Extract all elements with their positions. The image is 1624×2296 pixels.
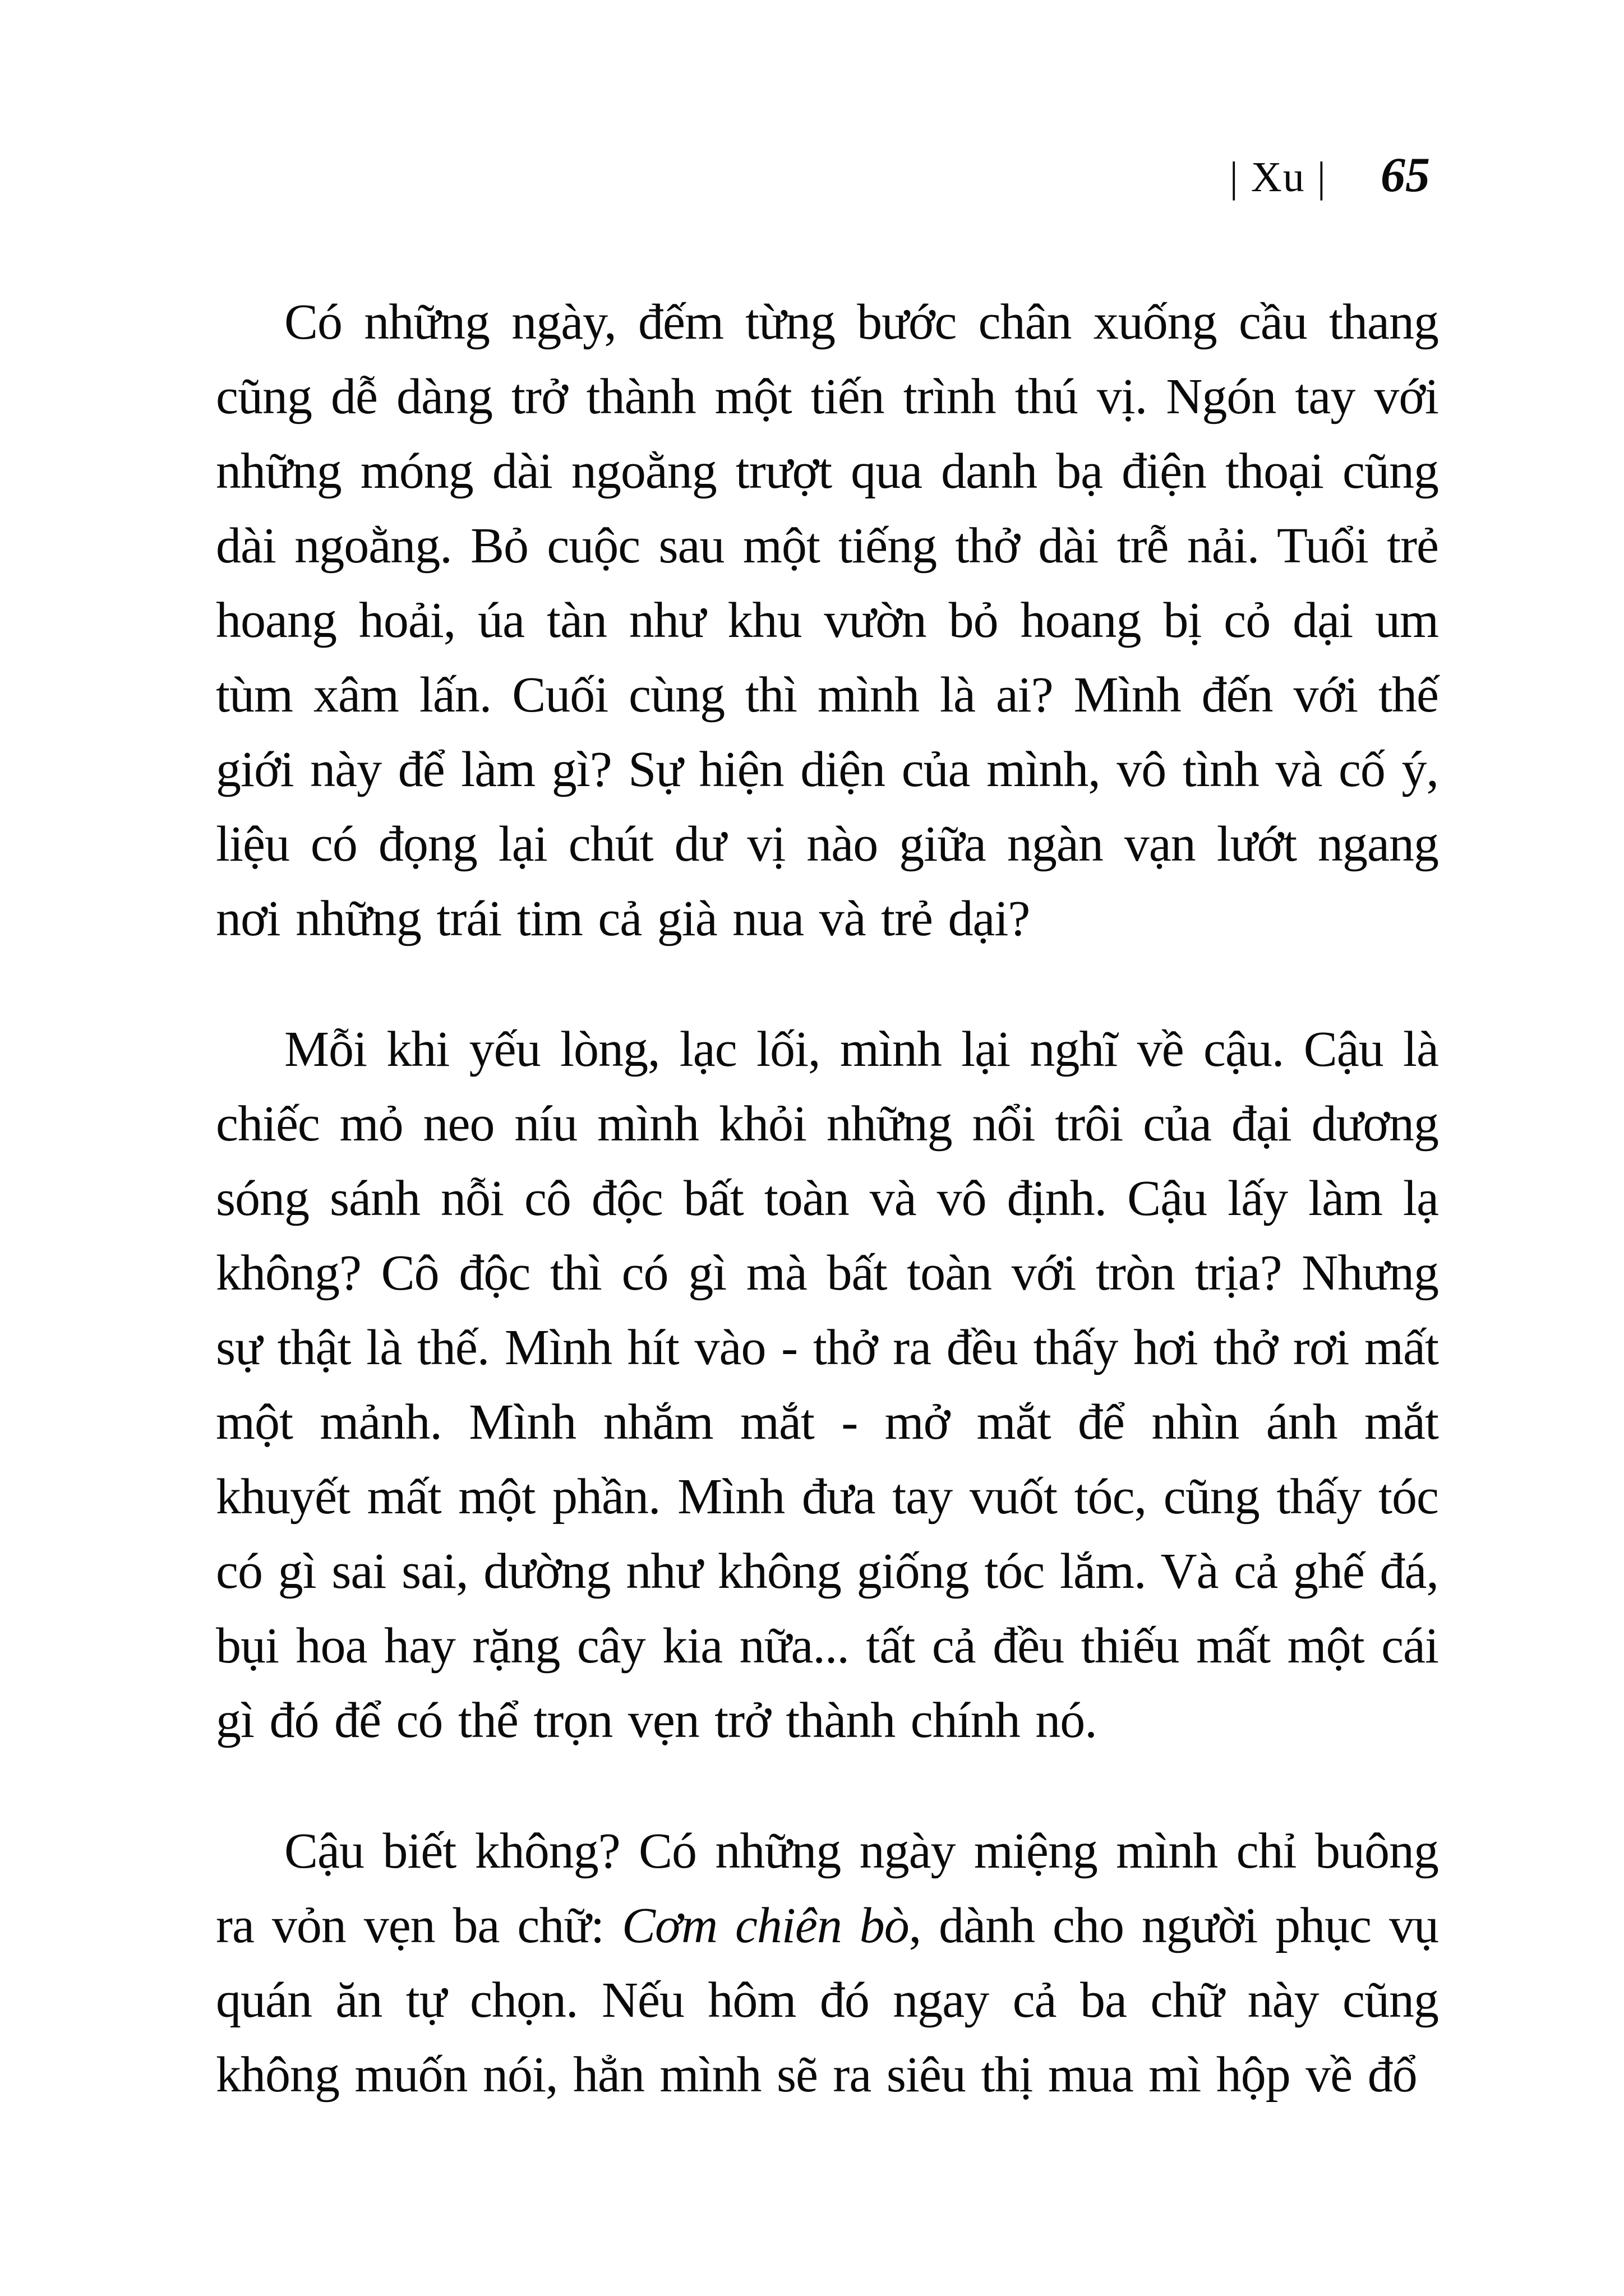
paragraph-3 bbox=[216, 1814, 1438, 2112]
page-number: 65 bbox=[1381, 148, 1430, 202]
page-header bbox=[1230, 147, 1430, 204]
dish-name-italic: Cơm chiên bò bbox=[622, 1898, 909, 1953]
paragraph-3-post: , dành cho người phục vụ quán ăn tự chọn. Nếu hôm đó ngay cả ba chữ này cũng không muốn nói, hẳn mình sẽ ra siêu thị mua mì hộp về đổ bbox=[216, 1898, 1438, 2103]
running-head: | Xu | bbox=[1229, 154, 1327, 201]
paragraph-1: Có những ngày, đếm từng bước chân xuống cầu thang cũng dễ dàng trở thành một tiến trình thú vị. Ngón tay với những móng dài ngoằng trượt qua danh bạ điện thoại cũng dài ngoằng. Bỏ cuộc sau một tiếng thở dài trễ nải. Tuổi trẻ hoang hoải, úa tàn như khu vườn bỏ hoang bị cỏ dại um tùm xâm lấn. Cuối cùng thì mình là ai? Mình đến với thế giới này để làm gì? Sự hiện diện của mình, vô tình và cố ý, liệu có đọng lại chút dư vị nào giữa ngàn vạn lướt ngang nơi những trái tim cả già nua và trẻ dại? bbox=[216, 294, 1438, 946]
paragraph-3-pre: Cậu biết không? Có những ngày miệng mình chỉ buông ra vỏn vẹn ba chữ: bbox=[216, 1823, 1438, 1953]
page-body bbox=[216, 285, 1438, 2112]
paragraph-2: Mỗi khi yếu lòng, lạc lối, mình lại nghĩ về cậu. Cậu là chiếc mỏ neo níu mình khỏi những nổi trôi của đại dương sóng sánh nỗi cô độc bất toàn và vô định. Cậu lấy làm lạ không? Cô độc thì có gì mà bất toàn với tròn trịa? Nhưng sự thật là thế. Mình hít vào - thở ra đều thấy hơi thở rơi mất một mảnh. Mình nhắm mắt - mở mắt để nhìn ánh mắt khuyết mất một phần. Mình đưa tay vuốt tóc, cũng thấy tóc có gì sai sai, dường như không giống tóc lắm. Và cả ghế đá, bụi hoa hay rặng cây kia nữa... tất cả đều thiếu mất một cái gì đó để có thể trọn vẹn trở thành chính nó. bbox=[216, 1022, 1438, 1748]
